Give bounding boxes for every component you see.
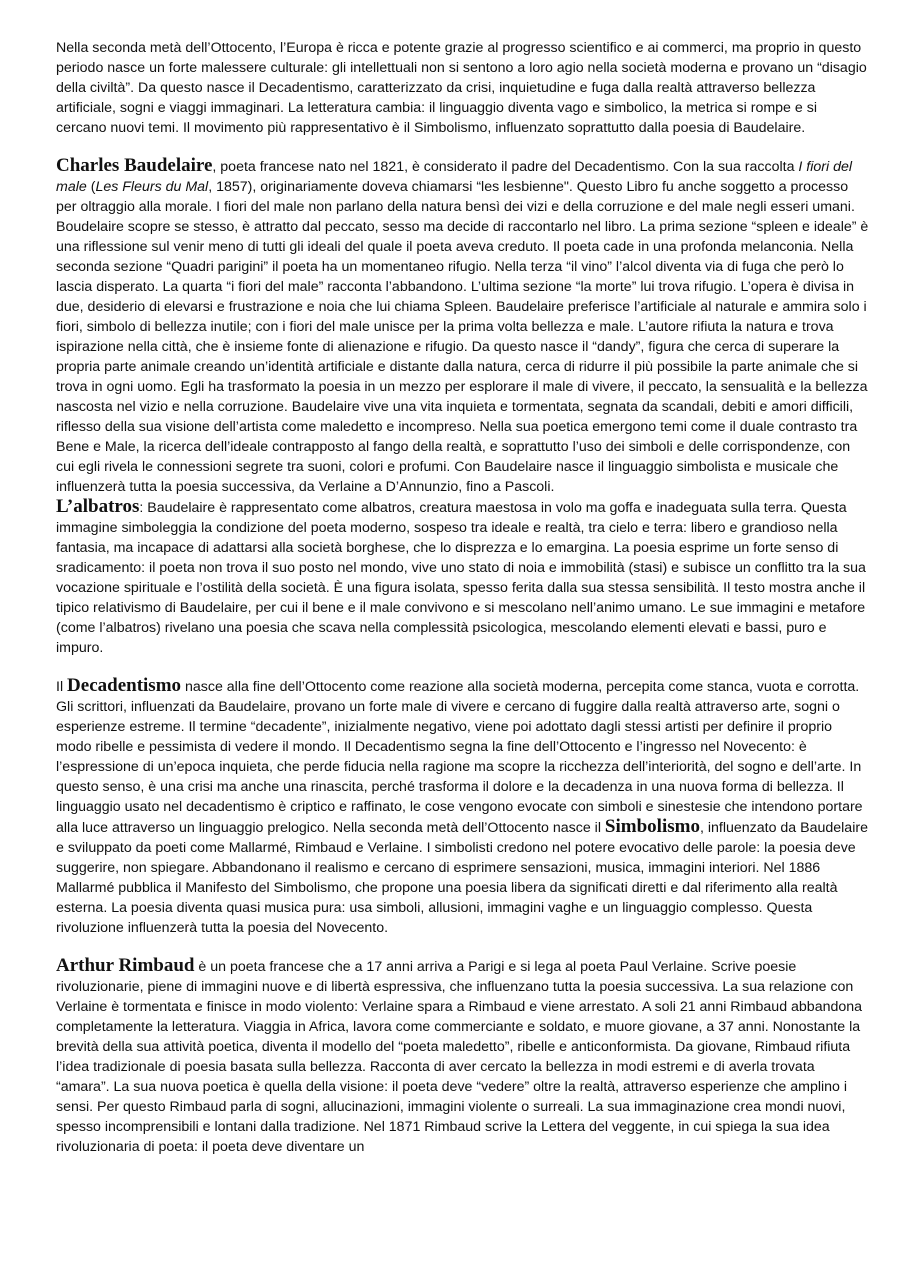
decadentismo-paragraph: [56, 676, 870, 938]
baudelaire-body: , 1857), originariamente doveva chiamarsi “les lesbienne". Questo Libro fu anche soggetto a processo per oltraggio alla morale. I fiori del male non parlano della natura bensì dei vizi e della corruzione e del male negli esseri umani. Boudelaire scopre se stesso, è attratto dal peccato, sesso ma decide di raccontarlo nel libro. La prima sezione “spleen e ideale” è una riflessione sul venir meno di tutti gli ideali del quale il poeta aveva creduto. Il poeta cade in una profonda melanconia. Nella seconda sezione “Quadri parigini” il poeta ha un momentaneo rifugio. Nella terza “il vino” l’alcol diventa via di fuga che però lo lascia disperato. La quarta “i fiori del male” racconta l’abbandono. L’ultima sezione “la morte” lui trova rifugio. L’opera è divisa in due, desiderio di elevarsi e frustrazione e noia che lui chiama Spleen. Baudelaire preferisce l’artificiale al naturale e ammira solo i fiori, simbolo di bellezza inutile; con i fiori del male unisce per la prima volta bellezza e male. L’autore rifiuta la natura e trova ispirazione nella città, che è insieme fonte di alienazione e rifugio. Da questo nasce il “dandy”, figura che cerca di superare la propria parte animale creando un’identità artificiale e distante dalla natura, cerca di ridurre il più possibile la parte animale che si trova in ogni uomo. Egli ha trasformato la poesia in un mezzo per esplorare il male di vivere, il peccato, la sensualità e la bellezza nascosta nel vizio e nella corruzione. Baudelaire vive una vita inquieta e tormentata, segnata da scandali, debiti e amori difficili, riflesso della sua visione dell’artista come maledetto e incompreso. Nella sua poetica emergono temi come il duale contrasto tra Bene e Male, la ricerca dell’ideale contrapposto al fango della realtà, e soprattutto l’uso dei simboli e delle corrispondenze, con cui egli rivela le connessioni segrete tra suoni, colori e profumi. Con Baudelaire nasce il linguaggio simbolista e musicale che influenzerà tutta la poesia successiva, da Verlaine a D’Annunzio, fino a Pascoli.: [56, 179, 869, 495]
decadentismo-prefix: Il: [56, 679, 68, 695]
albatros-heading: L’albatros: [56, 496, 140, 517]
albatros-paragraph: [56, 497, 870, 658]
baudelaire-paragraph: [56, 156, 870, 497]
rimbaud-body: è un poeta francese che a 17 anni arriva a Parigi e si lega al poeta Paul Verlaine. Scrive poesie rivoluzionarie, piene di immagini nuove e di libertà espressiva, che influenzano tutta la poesia successiva. La sua relazione con Verlaine è tormentata e finisce in modo violento: Verlaine spara a Rimbaud e viene arrestato. A soli 21 anni Rimbaud abbandona completamente la letteratura. Viaggia in Africa, lavora come commerciante e soldato, e muore giovane, a 37 anni. Nonostante la brevità della sua attività poetica, diventa il modello del “poeta maledetto”, ribelle e anticonformista. Da giovane, Rimbaud rifiuta l’idea tradizionale di poesia basata sulla bellezza. Racconta di aver cercato la bellezza in modi estremi e di averla trovata “amara”. La sua nuova poetica è quella della visione: il poeta deve “vedere” oltre la realtà, attraverso esperienze che amplino i sensi. Per questo Rimbaud parla di sogni, allucinazioni, immagini violente o surreali. La sua immaginazione crea mondi nuovi, spesso incomprensibili e lontani dalla tradizione. Nel 1871 Rimbaud scrive la Lettera del veggente, in cui spiega la sua idea rivoluzionaria di poeta: il poeta deve diventare un: [56, 959, 863, 1155]
baudelaire-title-fr: Les Fleurs du Mal: [95, 179, 209, 195]
baudelaire-title-it: I fiori del male: [56, 159, 853, 195]
rimbaud-heading: Arthur Rimbaud: [56, 955, 195, 976]
decadentismo-body: nasce alla fine dell’Ottocento come reazione alla società moderna, percepita come stanca, vuota e corrotta. Gli scrittori, influenzati da Baudelaire, provano un forte male di vivere e cercano di fuggire dalla realtà attraverso arte, sogni o esperienze estreme. Il termine “decadente”, inizialmente negativo, viene poi adottato dagli stessi artisti per definire il proprio modo ribelle e pessimista di vedere il mondo. Il Decadentismo segna la fine dell’Ottocento e l’ingresso nel Novecento: è l’espressione di un’epoca inquieta, che perde fiducia nella ragione ma scopre la ricchezza dell’interiorità, del sogno e dell’arte. In questo senso, è una crisi ma anche una rinascita, perché trasforma il dolore e la decadenza in una nuova forma di bellezza. Il linguaggio usato nel decadentismo è criptico e raffinato, le cose vengono evocate con simboli e sinestesie che intendono portare alla luce attraverso un linguaggio prelogico. Nella seconda metà dell’Ottocento nasce il: [56, 679, 863, 836]
albatros-body: : Baudelaire è rappresentato come albatros, creatura maestosa in volo ma goffa e inadeguata sulla terra. Questa immagine simboleggia la condizione del poeta moderno, sospeso tra ideale e realtà, tra cielo e terra: libero e grandioso nella fantasia, ma incapace di adattarsi alla società borghese, che lo disprezza e lo emargina. La poesia esprime un forte senso di sradicamento: il poeta non trova il suo posto nel mondo, vive uno stato di noia e immobilità (stasi) e subisce un conflitto tra la sua vocazione spirituale e l’ostilità della società. È una figura isolata, spesso ferita dalla sua stessa sensibilità. Il testo mostra anche il tipico relativismo di Baudelaire, per cui il bene e il male convivono e si mescolano nell’animo umano. Le sue immagini e metafore (come l’albatros) rivelano una poesia che scava nella complessità psicologica, mescolando elementi elevati e bassi, puro e impuro.: [56, 500, 866, 656]
simbolismo-body: , influenzato da Baudelaire e sviluppato da poeti come Mallarmé, Rimbaud e Verlaine. I simbolisti credono nel potere evocativo delle parole: la poesia deve suggerire, non spiegare. Abbandonano il realismo e cercano di esprimere sensazioni, musica, immagini interiori. Nel 1886 Mallarmé pubblica il Manifesto del Simbolismo, che propone una poesia libera da significati diretti e dal riferimento alla realtà esterna. La poesia diventa quasi musica pura: usa simboli, allusioni, immagini vaghe e un linguaggio complesso. Questa rivoluzione influenzerà tutta la poesia del Novecento.: [56, 820, 868, 936]
document-page: [56, 38, 870, 1157]
intro-paragraph: Nella seconda metà dell’Ottocento, l’Europa è ricca e potente grazie al progresso scientifico e ai commerci, ma proprio in questo periodo nasce un forte malessere culturale: gli intellettuali non si sentono a loro agio nella società moderna e provano un “disagio della civiltà”. Da questo nasce il Decadentismo, caratterizzato da crisi, inquietudine e fuga dalla realtà attraverso bellezza artificiale, sogni e viaggi immaginari. La letteratura cambia: il linguaggio diventa vago e simbolico, la metrica si rompe e si cercano nuovi temi. Il movimento più rappresentativo è il Simbolismo, influenzato soprattutto dalla poesia di Baudelaire.: [56, 40, 867, 136]
baudelaire-heading: Charles Baudelaire: [56, 155, 213, 176]
simbolismo-heading: Simbolismo: [604, 816, 700, 837]
rimbaud-paragraph: [56, 956, 870, 1157]
baudelaire-lead: , poeta francese nato nel 1821, è considerato il padre del Decadentismo. Con la sua raccolta: [212, 159, 799, 175]
decadentismo-heading: Decadentismo: [67, 675, 182, 696]
baudelaire-paren: (: [86, 179, 96, 195]
